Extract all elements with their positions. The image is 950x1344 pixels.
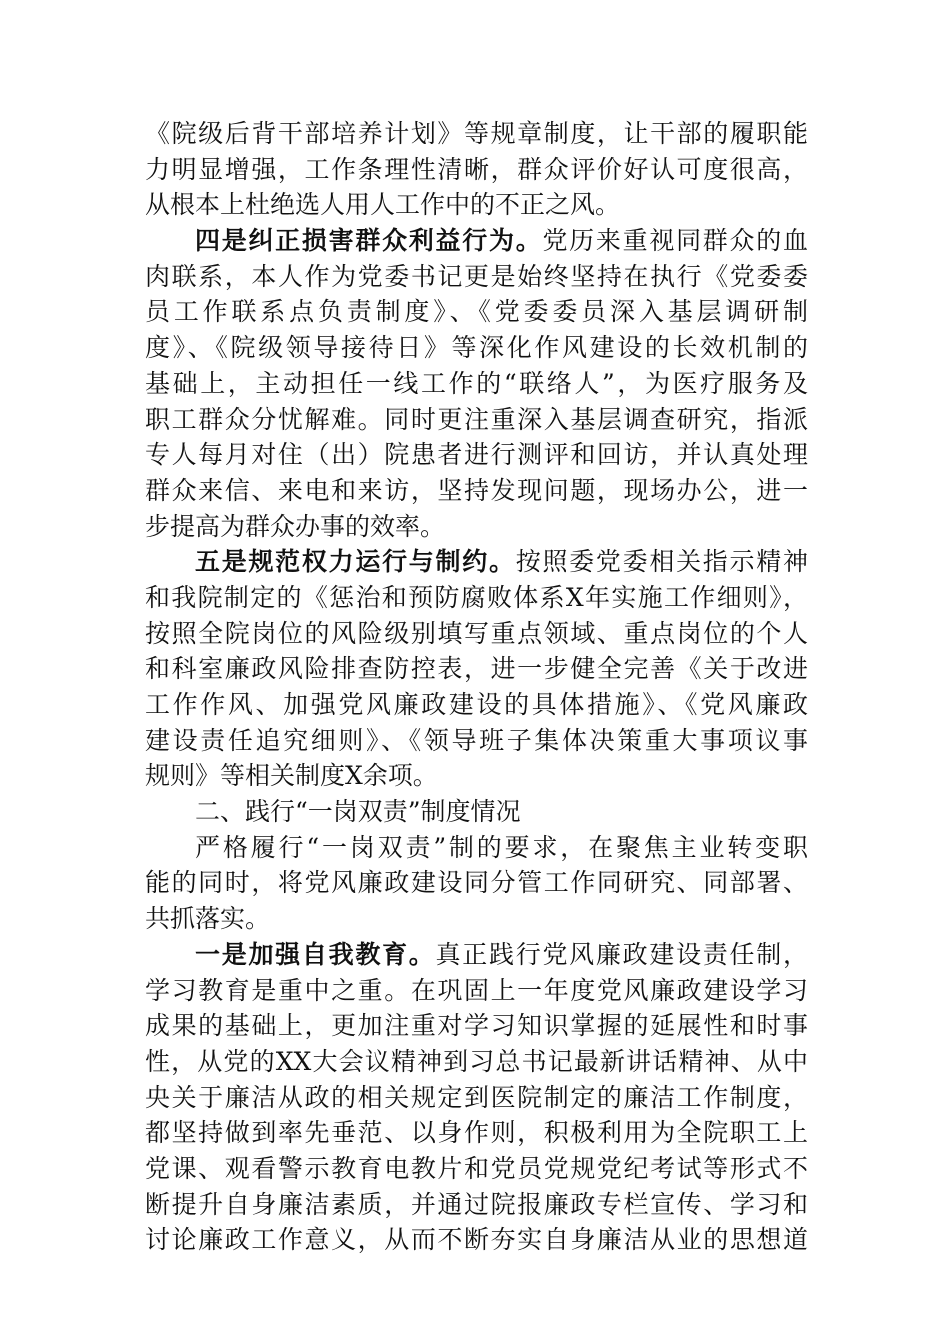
body-text: 从根本上杜绝选人用人工作中的不正之风。 — [145, 190, 621, 220]
body-text: 学习教育是重中之重。在巩固上一年度党风廉政建设学习 — [145, 975, 808, 1005]
text-line — [145, 1008, 808, 1044]
body-text: 性，从党的XX大会议精神到习总书记最新讲话精神、从中 — [145, 1046, 808, 1076]
text-line — [145, 901, 808, 937]
text-line — [145, 509, 808, 545]
text-line — [145, 259, 808, 295]
text-line — [145, 1044, 808, 1080]
body-text: 建设责任追究细则》、《领导班子集体决策重大事项议事 — [145, 725, 808, 755]
body-text: 二、践行“一岗双责”制度情况 — [195, 797, 521, 827]
body-text: 基础上，主动担任一线工作的“联络人”，为医疗服务及 — [145, 368, 808, 398]
body-text: 按照委党委相关指示精神 — [515, 547, 808, 577]
body-text: 讨论廉政工作意义，从而不断夯实自身廉洁从业的思想道 — [145, 1225, 808, 1255]
body-text: 员工作联系点负责制度》、《党委委员深入基层调研制 — [145, 297, 808, 327]
text-line — [145, 830, 808, 866]
body-text: 党历来重视同群众的血 — [542, 226, 808, 256]
document-body — [145, 116, 808, 1258]
text-line — [145, 544, 808, 580]
body-text: 专人每月对住（出）院患者进行测评和回访，并认真处理 — [145, 440, 808, 470]
text-line — [145, 1151, 808, 1187]
text-line — [145, 402, 808, 438]
body-text: 度》、《院级领导接待日》等深化作风建设的长效机制的 — [145, 333, 808, 363]
body-text: 都坚持做到率先垂范、以身作则，积极利用为全院职工上 — [145, 1118, 808, 1148]
body-text: 职工群众分忧解难。同时更注重深入基层调查研究，指派 — [145, 404, 808, 434]
bold-heading-text: 一是加强自我教育。 — [195, 939, 436, 969]
text-line — [145, 1080, 808, 1116]
body-text: 能的同时，将党风廉政建设同分管工作同研究、同部署、 — [145, 868, 808, 898]
body-text: 规则》等相关制度X余项。 — [145, 761, 438, 791]
body-text: 共抓落实。 — [145, 904, 271, 934]
text-line — [145, 1187, 808, 1223]
text-line — [145, 437, 808, 473]
body-text: 党课、观看警示教育电教片和党员党规党纪考试等形式不 — [145, 1153, 808, 1183]
text-line — [145, 330, 808, 366]
text-line — [145, 687, 808, 723]
text-line — [145, 580, 808, 616]
text-line — [145, 366, 808, 402]
body-text: 工作作风、加强党风廉政建设的具体措施》、《党风廉政 — [145, 690, 808, 719]
body-text: 群众来信、来电和来访，坚持发现问题，现场办公，进一 — [145, 475, 808, 505]
text-line — [145, 937, 808, 973]
text-line — [145, 152, 808, 188]
body-text: 真正践行党风廉政建设责任制， — [435, 939, 808, 969]
text-line — [145, 651, 808, 687]
text-line — [145, 1115, 808, 1151]
text-line — [145, 473, 808, 509]
text-line — [145, 973, 808, 1009]
text-line — [145, 758, 808, 794]
text-line — [145, 616, 808, 652]
text-line — [145, 865, 808, 901]
text-line — [145, 294, 808, 330]
body-text: 央关于廉洁从政的相关规定到医院制定的廉洁工作制度， — [145, 1082, 808, 1112]
body-text: 《院级后背干部培养计划》等规章制度，让干部的履职能 — [145, 119, 808, 148]
body-text: 按照全院岗位的风险级别填写重点领域、重点岗位的个人 — [145, 618, 808, 648]
text-line — [145, 187, 808, 223]
text-line — [145, 1222, 808, 1258]
body-text: 和我院制定的《惩治和预防腐败体系X年实施工作细则》， — [145, 582, 808, 612]
bold-heading-text: 五是规范权力运行与制约。 — [195, 547, 516, 577]
body-text: 肉联系，本人作为党委书记更是始终坚持在执行《党委委 — [145, 261, 808, 291]
text-line — [145, 723, 808, 759]
text-line — [145, 223, 808, 259]
text-line — [145, 794, 808, 830]
body-text: 步提高为群众办事的效率。 — [145, 511, 446, 541]
body-text: 成果的基础上，更加注重对学习知识掌握的延展性和时事 — [145, 1011, 808, 1041]
body-text: 力明显增强，工作条理性清晰，群众评价好认可度很高， — [145, 154, 808, 184]
text-line — [145, 116, 808, 152]
bold-heading-text: 四是纠正损害群众利益行为。 — [195, 226, 543, 256]
body-text: 断提升自身廉洁素质，并通过院报廉政专栏宣传、学习和 — [145, 1189, 808, 1219]
body-text: 和科室廉政风险排查防控表，进一步健全完善《关于改进 — [145, 654, 808, 684]
body-text: 严格履行“一岗双责”制的要求，在聚焦主业转变职 — [195, 832, 808, 862]
